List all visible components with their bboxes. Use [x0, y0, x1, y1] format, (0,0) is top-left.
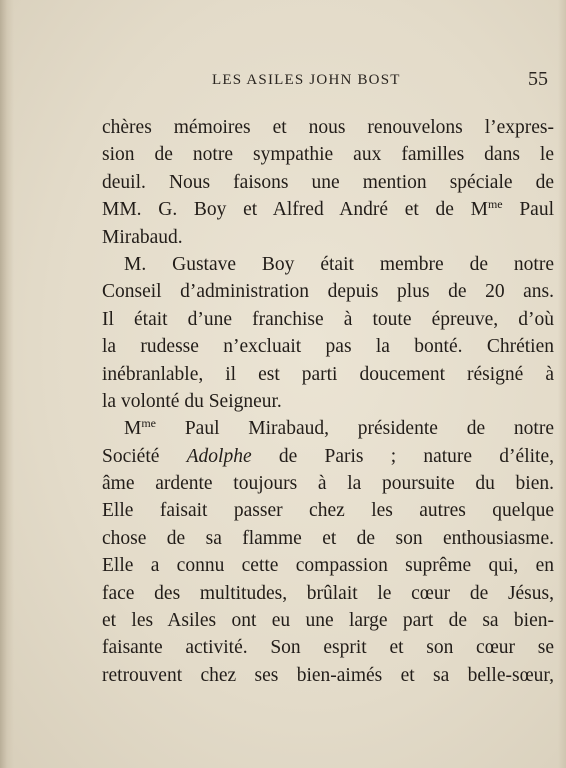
- text-line: [102, 196, 554, 223]
- text-line: la volonté du Seigneur.: [102, 390, 282, 412]
- text-line: face des multitudes, brûlait le cœur de Jésus,: [102, 582, 554, 604]
- running-head: LES ASILES JOHN BOST: [212, 72, 401, 88]
- text-segment: MM. G. Boy et Alfred André et de M: [102, 199, 488, 221]
- superscript: me: [487, 197, 503, 212]
- text-segment: Paul Mirabaud, présidente de notre: [156, 418, 554, 440]
- text-line: M. Gustave Boy était membre de notre: [124, 253, 554, 275]
- text-line: la rudesse n’excluait pas la bonté. Chrétien: [102, 336, 554, 358]
- text-segment: Société: [102, 445, 187, 467]
- italic-title: Adolphe: [186, 445, 252, 467]
- text-line: âme ardente toujours à la poursuite du bien.: [102, 473, 554, 495]
- text-segment: M: [124, 418, 142, 440]
- text-line: chères mémoires et nous renouvelons l’expres-: [102, 117, 554, 138]
- text-line: Mirabaud.: [102, 226, 183, 248]
- text-segment: de Paris ; nature d’élite,: [251, 445, 554, 467]
- text-line: faisante activité. Son esprit et son cœur se: [102, 637, 554, 659]
- text-line: Conseil d’administration depuis plus de 20 ans.: [102, 281, 554, 303]
- text-line: Elle faisait passer chez les autres quelque: [102, 500, 554, 522]
- text-line: Elle a connu cette compassion suprême qui, en: [102, 555, 554, 577]
- superscript: me: [141, 416, 157, 431]
- page-outer-edge: [558, 0, 566, 768]
- text-line: deuil. Nous faisons une mention spéciale de: [102, 171, 554, 193]
- text-line: [102, 415, 554, 442]
- text-segment: Paul: [502, 199, 554, 221]
- page-header: [100, 68, 552, 96]
- text-line: Il était d’une franchise à toute épreuve, d’où: [102, 308, 554, 330]
- body-text: [102, 114, 554, 689]
- text-line: et les Asiles ont eu une large part de sa bien-: [102, 610, 554, 632]
- text-line: [102, 443, 554, 470]
- text-line: chose de sa flamme et de son enthousiasme.: [102, 527, 554, 549]
- page-number: 55: [528, 68, 548, 90]
- page-binding-edge: [0, 0, 14, 768]
- text-line: inébranlable, il est parti doucement résigné à: [102, 363, 554, 385]
- text-line: sion de notre sympathie aux familles dans le: [102, 144, 554, 166]
- text-line: retrouvent chez ses bien-aimés et sa belle-sœur,: [102, 664, 554, 686]
